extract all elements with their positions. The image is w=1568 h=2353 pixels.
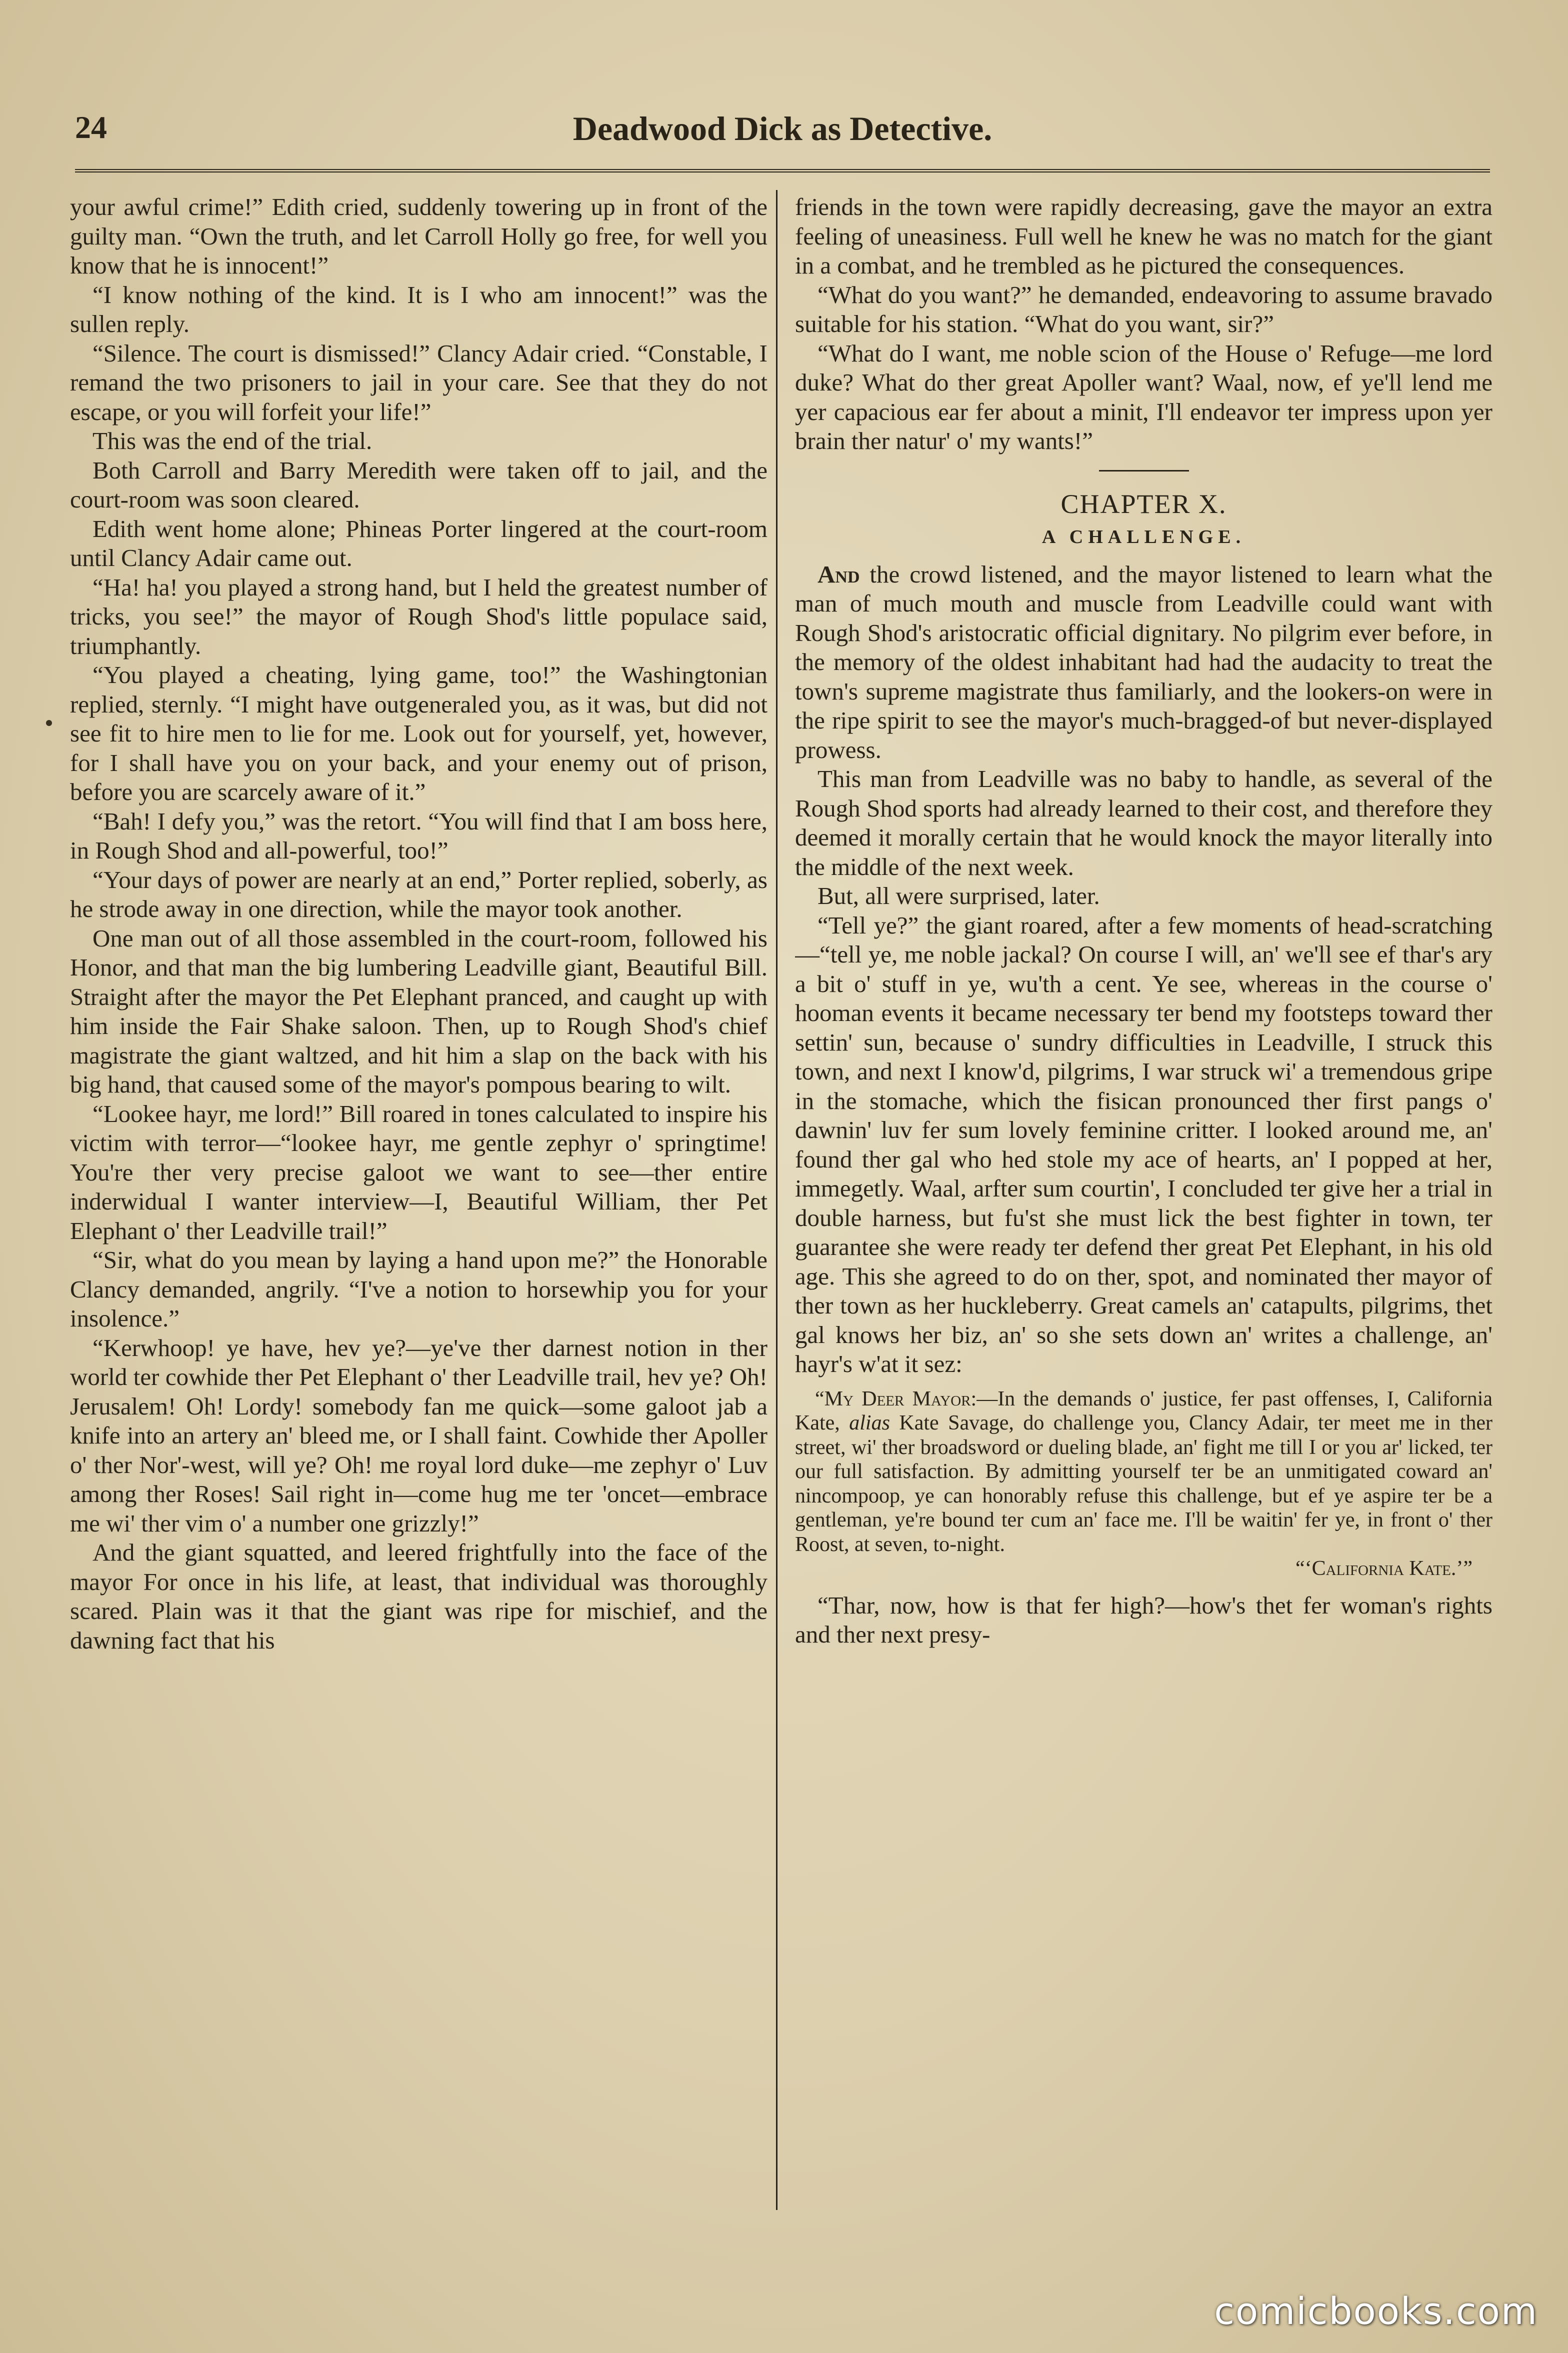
paragraph-text: the crowd listened, and the mayor listened to learn what the man of much mouth and muscle from Leadville could want with Rough Shod's aristocratic official dignitary. No pilgrim ever before, in the memory of the oldest inhabitant had had the audacity to treat the town's supreme magistrate thus familiarly, and the lookers-on were in the ripe spirit to see the mayor's much-bragged-of but never-displayed prowess.	[795, 560, 1492, 764]
paragraph: “Tell ye?” the giant roared, after a few moments of head-scratching—“tell ye, me noble jackal? On course I will, an' we'll see ef thar's ary a bit o' stuff in ye, wu'th a cent. Ye see, whereas in the course o' hooman events it became necessary ter bend my footsteps toward ther settin' sun, because o' sundry difficulties in Leadville, I struck this town, and next I know'd, pilgrims, I war struck wi' a tremendous gripe in the stomache, which the fisican pronounced ther first pangs o' dawnin' luv fer sum lovely feminine critter. I looked around me, an' found ther gal who hed stole my ace of hearts, an' I popped at her, immegetly. Waal, arfter sum courtin', I concluded ter give her a trial in double harness, but fu'st she must lick the best fighter in town, ter guarantee she were ready ter defend ther great Pet Elephant, in his old age. This she agreed to do on ther, spot, and nominated ther mayor of ther town as her huckleberry. Great camels an' catapults, pilgrims, thet gal knows her biz, an' so she sets down an' writes a challenge, an' hayr's w'at it sez:	[795, 911, 1492, 1378]
page-header	[75, 109, 1490, 164]
chapter-subtitle: A CHALLENGE.	[1042, 526, 1246, 548]
paragraph: “Bah! I defy you,” was the retort. “You will find that I am boss here, in Rough Shod and all-powerful, too!”	[70, 807, 768, 864]
paragraph: “What do I want, me noble scion of the House o' Refuge—me lord duke? What do ther great Apoller want? Waal, now, ef ye'll lend me yer capacious ear fer about a minit, I'll endeavor ter impress upon yer brain ther natur' o' my wants!”	[795, 339, 1492, 454]
section-rule	[1099, 470, 1189, 472]
paragraph: “Kerwhoop! ye have, hev ye?—ye've ther darnest notion in ther world ter cowhide ther Pet Elephant o' ther Leadville trail, hev ye? Oh! Jerusalem! Oh! Lordy! somebody fan me quick—some galoot jab a knife into an artery an' bleed me, or I shall faint. Cowhide ther Apoller o' ther Nor'-west, will ye? Oh! me royal lord duke—me zephyr o' Luv among ther Roses! Sail right in—come hug me ter 'oncet—embrace me wi' ther vim o' a number one grizzly!”	[70, 1334, 768, 1537]
paragraph: your awful crime!” Edith cried, suddenly towering up in front of the guilty man. “Own the truth, and let Carroll Holly go free, for well you know that he is innocent!”	[70, 193, 768, 279]
paragraph: “Sir, what do you mean by laying a hand upon me?” the Honorable Clancy demanded, angrily. “I've a notion to horsewhip you for your insolence.”	[70, 1246, 768, 1332]
chapter-title: CHAPTER X.	[1060, 488, 1227, 519]
paragraph: “You played a cheating, lying game, too!” the Washingtonian replied, sternly. “I might have outgeneraled you, as it was, but did not see fit to hire men to lie for me. Look out for yourself, yet, however, for I shall have you on your back, and your enemy out of prison, before you are scarcely aware of it.”	[70, 661, 768, 806]
chapter-opening-paragraph	[795, 560, 1492, 765]
paragraph: And the giant squatted, and leered frightfully into the face of the mayor For once in his life, at least, that individual was thoroughly scared. Plain was it that the giant was ripe for mischief, and the dawning fact that his	[70, 1538, 768, 1654]
header-rule	[75, 169, 1490, 172]
left-column	[70, 192, 768, 2232]
paragraph: This man from Leadville was no baby to handle, as several of the Rough Shod sports had already learned to their cost, and therefore they deemed it morally certain that he would knock the mayor literally into the middle of the next week.	[795, 765, 1492, 880]
paragraph: “Your days of power are nearly at an end,” Porter replied, soberly, as he strode away in one direction, while the mayor took another.	[70, 866, 768, 922]
paragraph: Both Carroll and Barry Meredith were taken off to jail, and the court-room was soon cleared.	[70, 456, 768, 513]
paragraph: This was the end of the trial.	[92, 427, 372, 454]
letter-text: Kate Savage, do challenge you, Clancy Adair, ter meet me in ther street, wi' ther broadsword or dueling blade, an' fight me till I or you ar' licked, ter our full satisfaction. By admitting yourself ter be an unmitigated coward an' nincompoop, ye can honorably refuse this challenge, but ef ye aspire ter be a gentleman, ye're bound ter cum an' face me. I'll be waitin' fer ye, in front o' ther Roost, at seven, to-night.	[795, 1412, 1492, 1556]
letter-salutation: “My Deer Mayor:	[815, 1387, 977, 1410]
paragraph: But, all were surprised, later.	[818, 882, 1100, 910]
paragraph: “Silence. The court is dismissed!” Clancy Adair cried. “Constable, I remand the two prisoners to jail in your care. See that they do not escape, or you will forfeit your life!”	[70, 339, 768, 426]
right-column	[795, 192, 1492, 2232]
paragraph: Edith went home alone; Phineas Porter lingered at the court-room until Clancy Adair came out.	[70, 514, 768, 572]
paragraph: “I know nothing of the kind. It is I who am innocent!” was the sullen reply.	[70, 280, 768, 338]
paragraph: friends in the town were rapidly decreasing, gave the mayor an extra feeling of uneasiness. Full well he knew he was no match for the giant in a combat, and he trembled as he pictured the consequences.	[795, 193, 1492, 279]
column-divider	[776, 190, 778, 2210]
letter-signature: “‘California Kate.’”	[1295, 1557, 1472, 1580]
paragraph: “Thar, now, how is that fer high?—how's thet fer woman's rights and ther next presy-	[795, 1591, 1492, 1648]
paragraph: “What do you want?” he demanded, endeavoring to assume bravado suitable for his station. “What do you want, sir?”	[795, 280, 1492, 338]
paragraph: “Lookee hayr, me lord!” Bill roared in tones calculated to inspire his victim with terror—“lookee hayr, me gentle zephyr o' springtime! You're ther very precise galoot we want to see—ther entire inderwidual I wanter interview—I, Beautiful William, ther Pet Elephant o' ther Leadville trail!”	[70, 1100, 768, 1244]
paragraph: One man out of all those assembled in the court-room, followed his Honor, and that man the big lumbering Leadville giant, Beautiful Bill. Straight after the mayor the Pet Elephant pranced, and caught up with him inside the Fair Shake saloon. Then, up to Rough Shod's chief magistrate the giant waltzed, and hit him a slap on the back with his big hand, that caused some of the mayor's pompous bearing to wilt.	[70, 924, 768, 1098]
page-number: 24	[75, 110, 107, 145]
paragraph: “Ha! ha! you played a strong hand, but I held the greatest number of tricks, you see!” the mayor of Rough Shod's little populace said, triumphantly.	[70, 573, 768, 660]
challenge-letter	[795, 1387, 1492, 1581]
lead-word: And	[818, 560, 860, 588]
letter-text: —In the demands o' justice, fer past offenses, I, California Kate,	[795, 1387, 1492, 1434]
letter-body	[795, 1387, 1492, 1557]
ink-speck	[46, 720, 52, 726]
letter-alias: alias	[849, 1412, 890, 1434]
watermark: comicbooks.com	[1214, 2290, 1538, 2333]
running-title: Deadwood Dick as Detective.	[572, 110, 992, 148]
